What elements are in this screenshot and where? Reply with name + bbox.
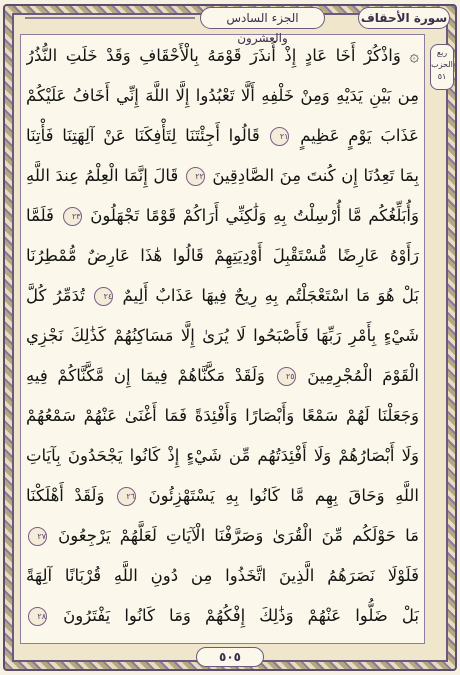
juz-title: الجزء السادس والعشرون <box>200 7 325 29</box>
verse-line: مَا حَوْلَكُم مِّنَ الْقُرَىٰ وَصَرَّفْنَا الْآيَاتِ لَعَلَّهُمْ يَرْجِعُونَ ٢٧ <box>26 516 419 556</box>
verse-line: وَأُبَلِّغُكُم مَّا أُرْسِلْتُ بِهِ وَلَٰكِنِّي أَرَاكُمْ قَوْمًا تَجْهَلُونَ ٢٣ فَلَمَّا <box>26 206 419 225</box>
verse-line: ۞ وَاذْكُرْ أَخَا عَادٍ إِذْ أَنذَرَ قَوْمَهُ بِالْأَحْقَافِ وَقَدْ خَلَتِ النُّذُرُ <box>26 46 419 65</box>
hizb-number: ٥١ <box>437 72 447 81</box>
surah-title: سورة الأحقاف <box>358 7 450 29</box>
page-number: ٥٠٥ <box>196 647 264 667</box>
verse-line: عَذَابَ يَوْمٍ عَظِيمٍ ٢١ قَالُوا أَجِئْتَنَا لِتَأْفِكَنَا عَنْ آلِهَتِنَا فَأْتِنَا <box>26 126 419 145</box>
verse-line: شَيْءٍ بِأَمْرِ رَبِّهَا فَأَصْبَحُوا لَا يُرَىٰ إِلَّا مَسَاكِنُهُمْ كَذَٰلِكَ نَجْزِي <box>26 326 419 345</box>
hizb-label: ربع الحزب <box>431 48 453 69</box>
ayah-number-marker: ٢٢ <box>186 167 205 186</box>
verse-line: وَلَا أَبْصَارُهُمْ وَلَا أَفْئِدَتُهُم مِّن شَيْءٍ إِذْ كَانُوا يَجْحَدُونَ بِآيَاتِ <box>26 446 419 465</box>
ayah-number-marker: ٢٧ <box>28 527 47 546</box>
verse-line: مِن بَيْنِ يَدَيْهِ وَمِنْ خَلْفِهِ أَلَّا تَعْبُدُوا إِلَّا اللَّهَ إِنِّي أَخَافُ عَلَيْكُمْ <box>26 86 419 105</box>
verse-line: بَلْ هُوَ مَا اسْتَعْجَلْتُم بِهِ رِيحٌ فِيهَا عَذَابٌ أَلِيمٌ ٢٤ تُدَمِّرُ كُلَّ <box>26 286 419 305</box>
verse-line: وَجَعَلْنَا لَهُمْ سَمْعًا وَأَبْصَارًا وَأَفْئِدَةً فَمَا أَغْنَىٰ عَنْهُمْ سَمْعُهُمْ <box>26 406 419 425</box>
ayah-number-marker: ٢٣ <box>63 207 82 226</box>
header-rule <box>25 17 195 19</box>
verse-line: بَلْ ضَلُّوا عَنْهُمْ وَذَٰلِكَ إِفْكُهُمْ وَمَا كَانُوا يَفْتَرُونَ ٢٨ <box>26 596 419 636</box>
margin-strip <box>426 34 446 644</box>
ayah-number-marker: ٢١ <box>270 127 289 146</box>
page-header <box>20 5 448 45</box>
ayah-number-marker: ٢٥ <box>277 367 296 386</box>
verse-line: اللَّهِ وَحَاقَ بِهِم مَّا كَانُوا بِهِ يَسْتَهْزِئُونَ ٢٦ وَلَقَدْ أَهْلَكْنَا <box>26 486 419 505</box>
verse-line: فَلَوْلَا نَصَرَهُمُ الَّذِينَ اتَّخَذُوا مِن دُونِ اللَّهِ قُرْبَانًا آلِهَةً <box>26 566 419 585</box>
verse-line: رَأَوْهُ عَارِضًا مُّسْتَقْبِلَ أَوْدِيَتِهِمْ قَالُوا هَٰذَا عَارِضٌ مُّمْطِرُنَا <box>26 246 419 265</box>
ayah-number-marker: ٢٦ <box>117 487 136 506</box>
ayah-number-marker: ٢٤ <box>94 287 113 306</box>
verse-line: الْقَوْمَ الْمُجْرِمِينَ ٢٥ وَلَقَدْ مَكَّنَّاهُمْ فِيمَا إِن مَّكَّنَّاكُمْ فِيهِ <box>26 366 419 385</box>
hizb-marker <box>430 44 454 90</box>
verse-lines <box>26 36 419 636</box>
ayah-number-marker: ٢٨ <box>28 607 47 626</box>
verse-line: بِمَا تَعِدُنَا إِن كُنتَ مِنَ الصَّادِقِينَ ٢٢ قَالَ إِنَّمَا الْعِلْمُ عِندَ اللَّهِ <box>26 166 419 185</box>
